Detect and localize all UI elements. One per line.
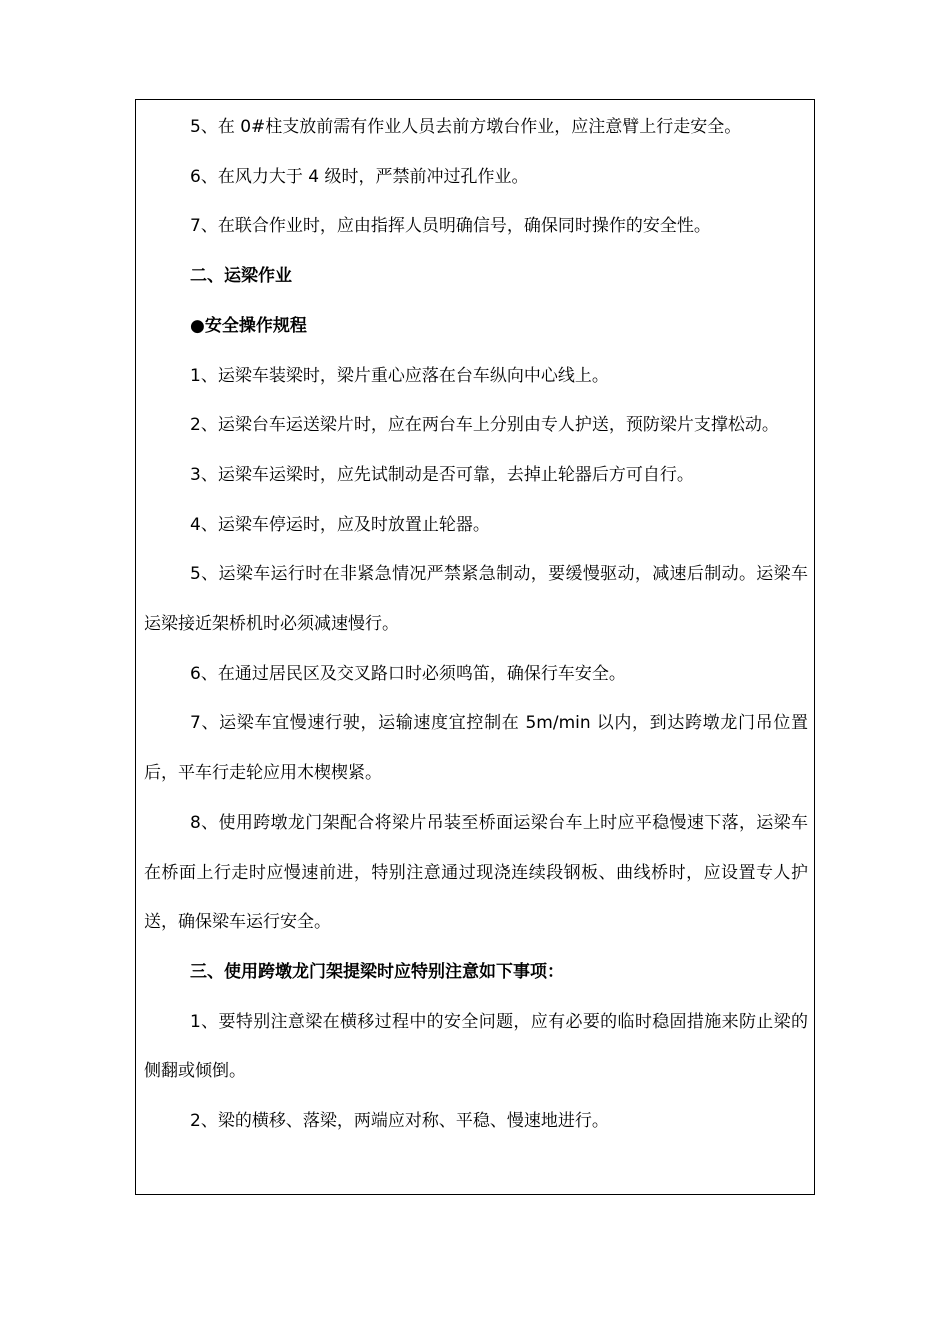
paragraph: 4、运梁车停运时，应及时放置止轮器。 <box>190 514 490 535</box>
paragraph: 5、在 0#柱支放前需有作业人员去前方墩台作业，应注意臂上行走安全。 <box>190 117 742 137</box>
paragraph: 8、使用跨墩龙门架配合将梁片吊装至桥面运梁台车上时应平稳慢速下落，运梁车在桥面上行走时应慢速前进，特别注意通过现浇连续段钢板、曲线桥时，应设置专人护送，确保梁车运行安全。 <box>144 812 808 933</box>
paragraph: 2、梁的横移、落梁，两端应对称、平稳、慢速地进行。 <box>190 1111 609 1132</box>
document-body <box>144 103 808 1147</box>
paragraph: 1、运梁车装梁时，梁片重心应落在台车纵向中心线上。 <box>190 365 609 386</box>
paragraph: 7、运梁车宜慢速行驶，运输速度宜控制在 5m/min 以内，到达跨墩龙门吊位置后，平车行走轮应用木楔楔紧。 <box>144 713 808 784</box>
paragraph: 3、运梁车运梁时，应先试制动是否可靠，去掉止轮器后方可自行。 <box>190 464 694 485</box>
paragraph: 6、在通过居民区及交叉路口时必须鸣笛，确保行车安全。 <box>190 663 626 684</box>
paragraph: 2、运梁台车运送梁片时，应在两台车上分别由专人护送，预防梁片支撑松动。 <box>190 415 779 436</box>
paragraph: 1、要特别注意梁在横移过程中的安全问题，应有必要的临时稳固措施来防止梁的侧翻或倾倒。 <box>144 1011 808 1082</box>
paragraph: 6、在风力大于 4 级时，严禁前冲过孔作业。 <box>190 166 529 187</box>
paragraph: 7、在联合作业时，应由指挥人员明确信号，确保同时操作的安全性。 <box>190 216 711 237</box>
document-frame <box>135 99 815 1195</box>
section-heading: 二、运梁作业 <box>190 266 292 287</box>
paragraph: 5、运梁车运行时在非紧急情况严禁紧急制动，要缓慢驱动，减速后制动。运梁车运梁接近架桥机时必须减速慢行。 <box>144 564 808 635</box>
subsection-heading: ●安全操作规程 <box>190 315 307 336</box>
section-heading: 三、使用跨墩龙门架提梁时应特别注意如下事项： <box>190 961 564 982</box>
